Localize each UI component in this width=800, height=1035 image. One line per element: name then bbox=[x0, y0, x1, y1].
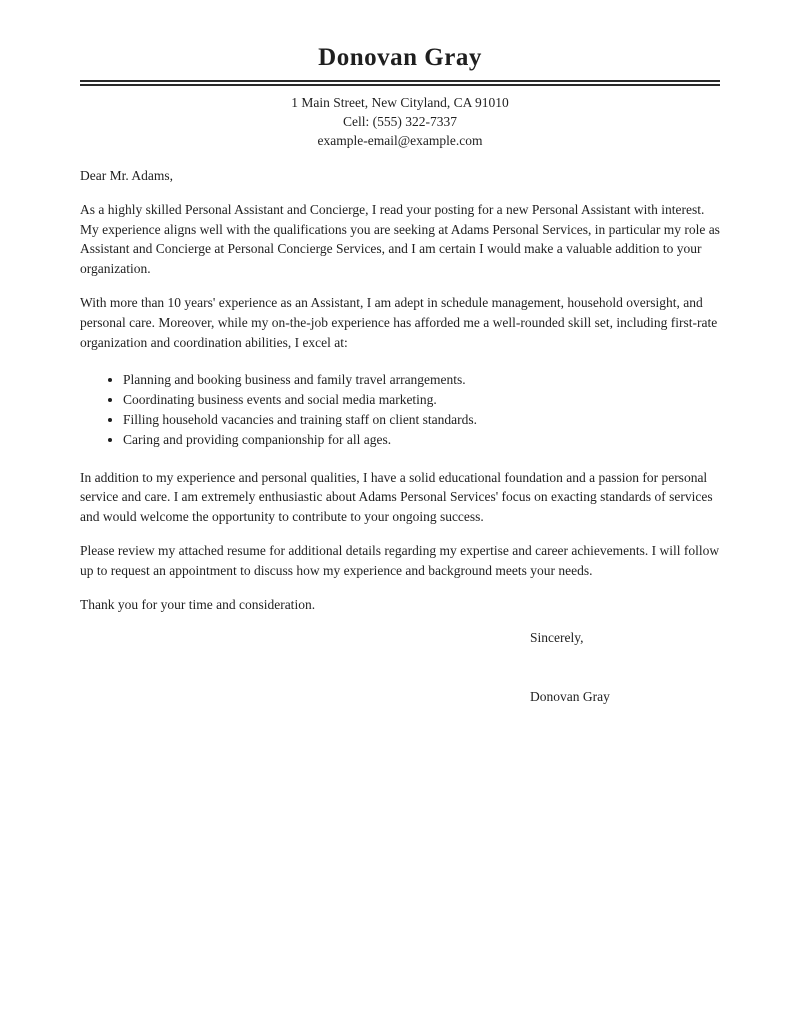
skills-list-item: • Coordinating business events and social media marketing. bbox=[123, 390, 720, 410]
letter-header bbox=[80, 44, 720, 150]
skills-list-item: • Planning and booking business and family travel arrangements. bbox=[123, 370, 720, 390]
letter-body bbox=[80, 166, 720, 707]
signature-name: Donovan Gray bbox=[530, 689, 610, 705]
header-divider bbox=[80, 80, 720, 86]
closing: Sincerely, bbox=[530, 630, 584, 646]
contact-block bbox=[80, 93, 720, 150]
education-paragraph: In addition to my experience and personal qualities, I have a solid educational foundation and a passion for personal service and care. I am extremely enthusiastic about Adams Personal Services' focus on exacting standards of services and would welcome the opportunity to contribute to your ongoing success. bbox=[80, 469, 713, 525]
applicant-name: Donovan Gray bbox=[318, 44, 482, 71]
experience-paragraph: With more than 10 years' experience as an Assistant, I am adept in schedule management, household oversight, and personal care. Moreover, while my on-the-job experience has afforded me a well-rounded skill set, including first-rate organization and coordination abilities, I excel at: bbox=[80, 294, 718, 350]
contact-phone: Cell: (555) 322-7337 bbox=[343, 114, 457, 129]
contact-address: 1 Main Street, New Cityland, CA 91010 bbox=[291, 95, 509, 110]
greeting: Dear Mr. Adams, bbox=[80, 168, 173, 183]
signature-block bbox=[530, 628, 720, 707]
skills-list-item: • Caring and providing companionship for all ages. bbox=[123, 430, 720, 450]
contact-email: example-email@example.com bbox=[317, 133, 483, 148]
followup-paragraph: Please review my attached resume for additional details regarding my expertise and career achievements. I will follow up to request an appointment to discuss how my experience and background meets your needs. bbox=[80, 542, 720, 578]
skills-list-item: • Filling household vacancies and training staff on client standards. bbox=[123, 410, 720, 430]
thanks-line: Thank you for your time and consideration. bbox=[80, 596, 316, 612]
skills-list bbox=[80, 370, 720, 449]
opening-paragraph: As a highly skilled Personal Assistant and Concierge, I read your posting for a new Personal Assistant with interest. My experience aligns well with the qualifications you are seeking at Adams Personal Services, in particular my role as Assistant and Concierge at Personal Concierge Services, and I am certain I would make a valuable addition to your organization. bbox=[80, 201, 720, 277]
